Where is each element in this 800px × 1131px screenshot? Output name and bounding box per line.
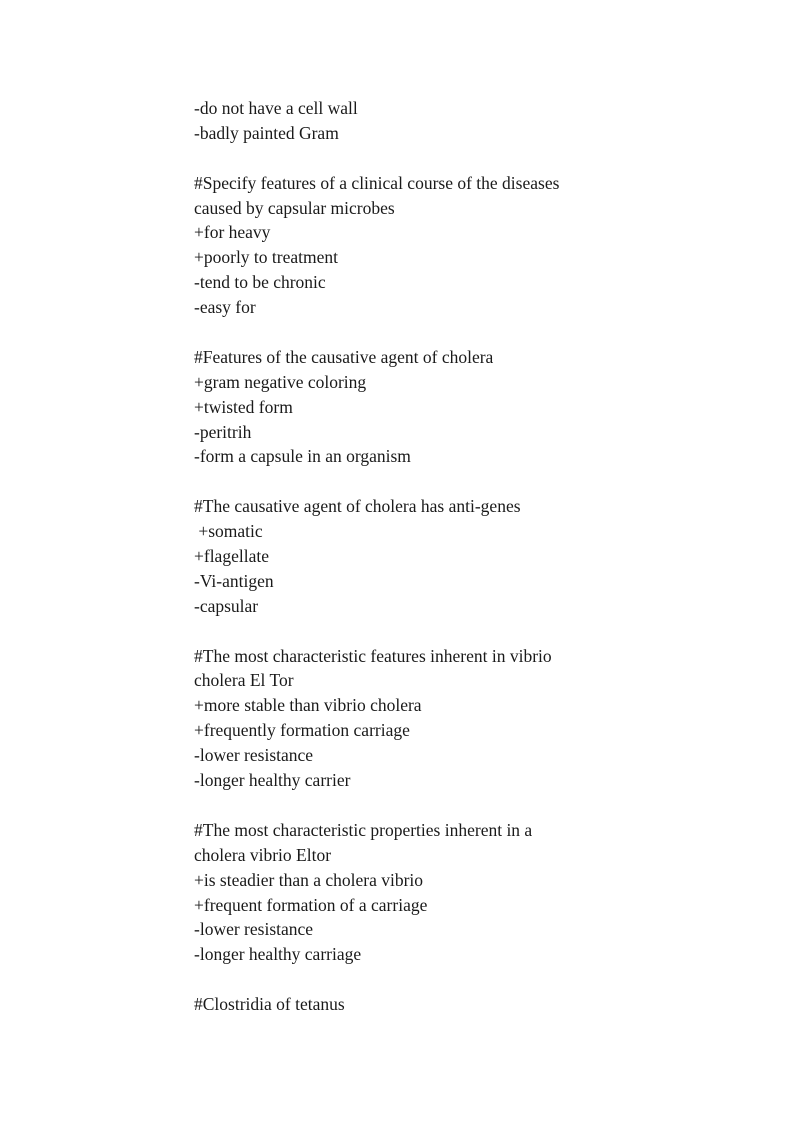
answer-line: +poorly to treatment: [194, 247, 338, 268]
answer-line: +somatic: [194, 521, 263, 542]
answer-line: +is steadier than a cholera vibrio: [194, 869, 424, 890]
question-block: [194, 171, 714, 320]
answer-line: +frequent formation of a carriage: [194, 894, 428, 915]
answer-line: -lower resistance: [194, 745, 314, 766]
answer-line: -do not have a cell wall: [194, 98, 358, 118]
answer-line: +frequently formation carriage: [194, 720, 410, 741]
question-block: [194, 345, 714, 469]
answer-line: -capsular: [194, 595, 259, 616]
answer-line: -peritrih: [194, 421, 252, 442]
question-line: #The most characteristic properties inherent in a: [194, 819, 533, 840]
document-text: [194, 96, 714, 1017]
answer-line: +more stable than vibrio cholera: [194, 695, 422, 716]
question-block: [194, 992, 714, 1017]
question-block: [194, 494, 714, 618]
question-line: #Features of the causative agent of cholera: [194, 346, 494, 367]
answer-line: -tend to be chronic: [194, 272, 326, 293]
paragraph-gap: [194, 619, 714, 644]
answer-line: -badly painted Gram: [194, 122, 339, 143]
answer-line: -easy for: [194, 297, 256, 318]
answer-line: -lower resistance: [194, 919, 314, 940]
paragraph-gap: [194, 469, 714, 494]
question-line: #Clostridia of tetanus: [194, 994, 345, 1015]
question-block: [194, 818, 714, 967]
answer-line: -Vi-antigen: [194, 570, 274, 591]
answer-line: +gram negative coloring: [194, 371, 367, 392]
answer-line: +for heavy: [194, 222, 271, 243]
answer-line: -longer healthy carrier: [194, 770, 351, 791]
paragraph-gap: [194, 320, 714, 345]
block-intro: [194, 96, 714, 146]
paragraph-gap: [194, 793, 714, 818]
paragraph-gap: [194, 967, 714, 992]
question-block: [194, 644, 714, 793]
answer-line: +flagellate: [194, 546, 269, 567]
question-line: cholera vibrio Eltor: [194, 844, 332, 865]
question-line: #The causative agent of cholera has anti-genes: [194, 496, 521, 517]
question-line: #Specify features of a clinical course of the diseases: [194, 172, 560, 193]
answer-line: +twisted form: [194, 396, 293, 417]
answer-line: -longer healthy carriage: [194, 944, 362, 965]
paragraph-gap: [194, 146, 714, 171]
question-line: caused by capsular microbes: [194, 197, 395, 218]
answer-line: -form a capsule in an organism: [194, 446, 411, 467]
question-line: #The most characteristic features inherent in vibrio: [194, 645, 552, 666]
question-line: cholera El Tor: [194, 670, 294, 691]
